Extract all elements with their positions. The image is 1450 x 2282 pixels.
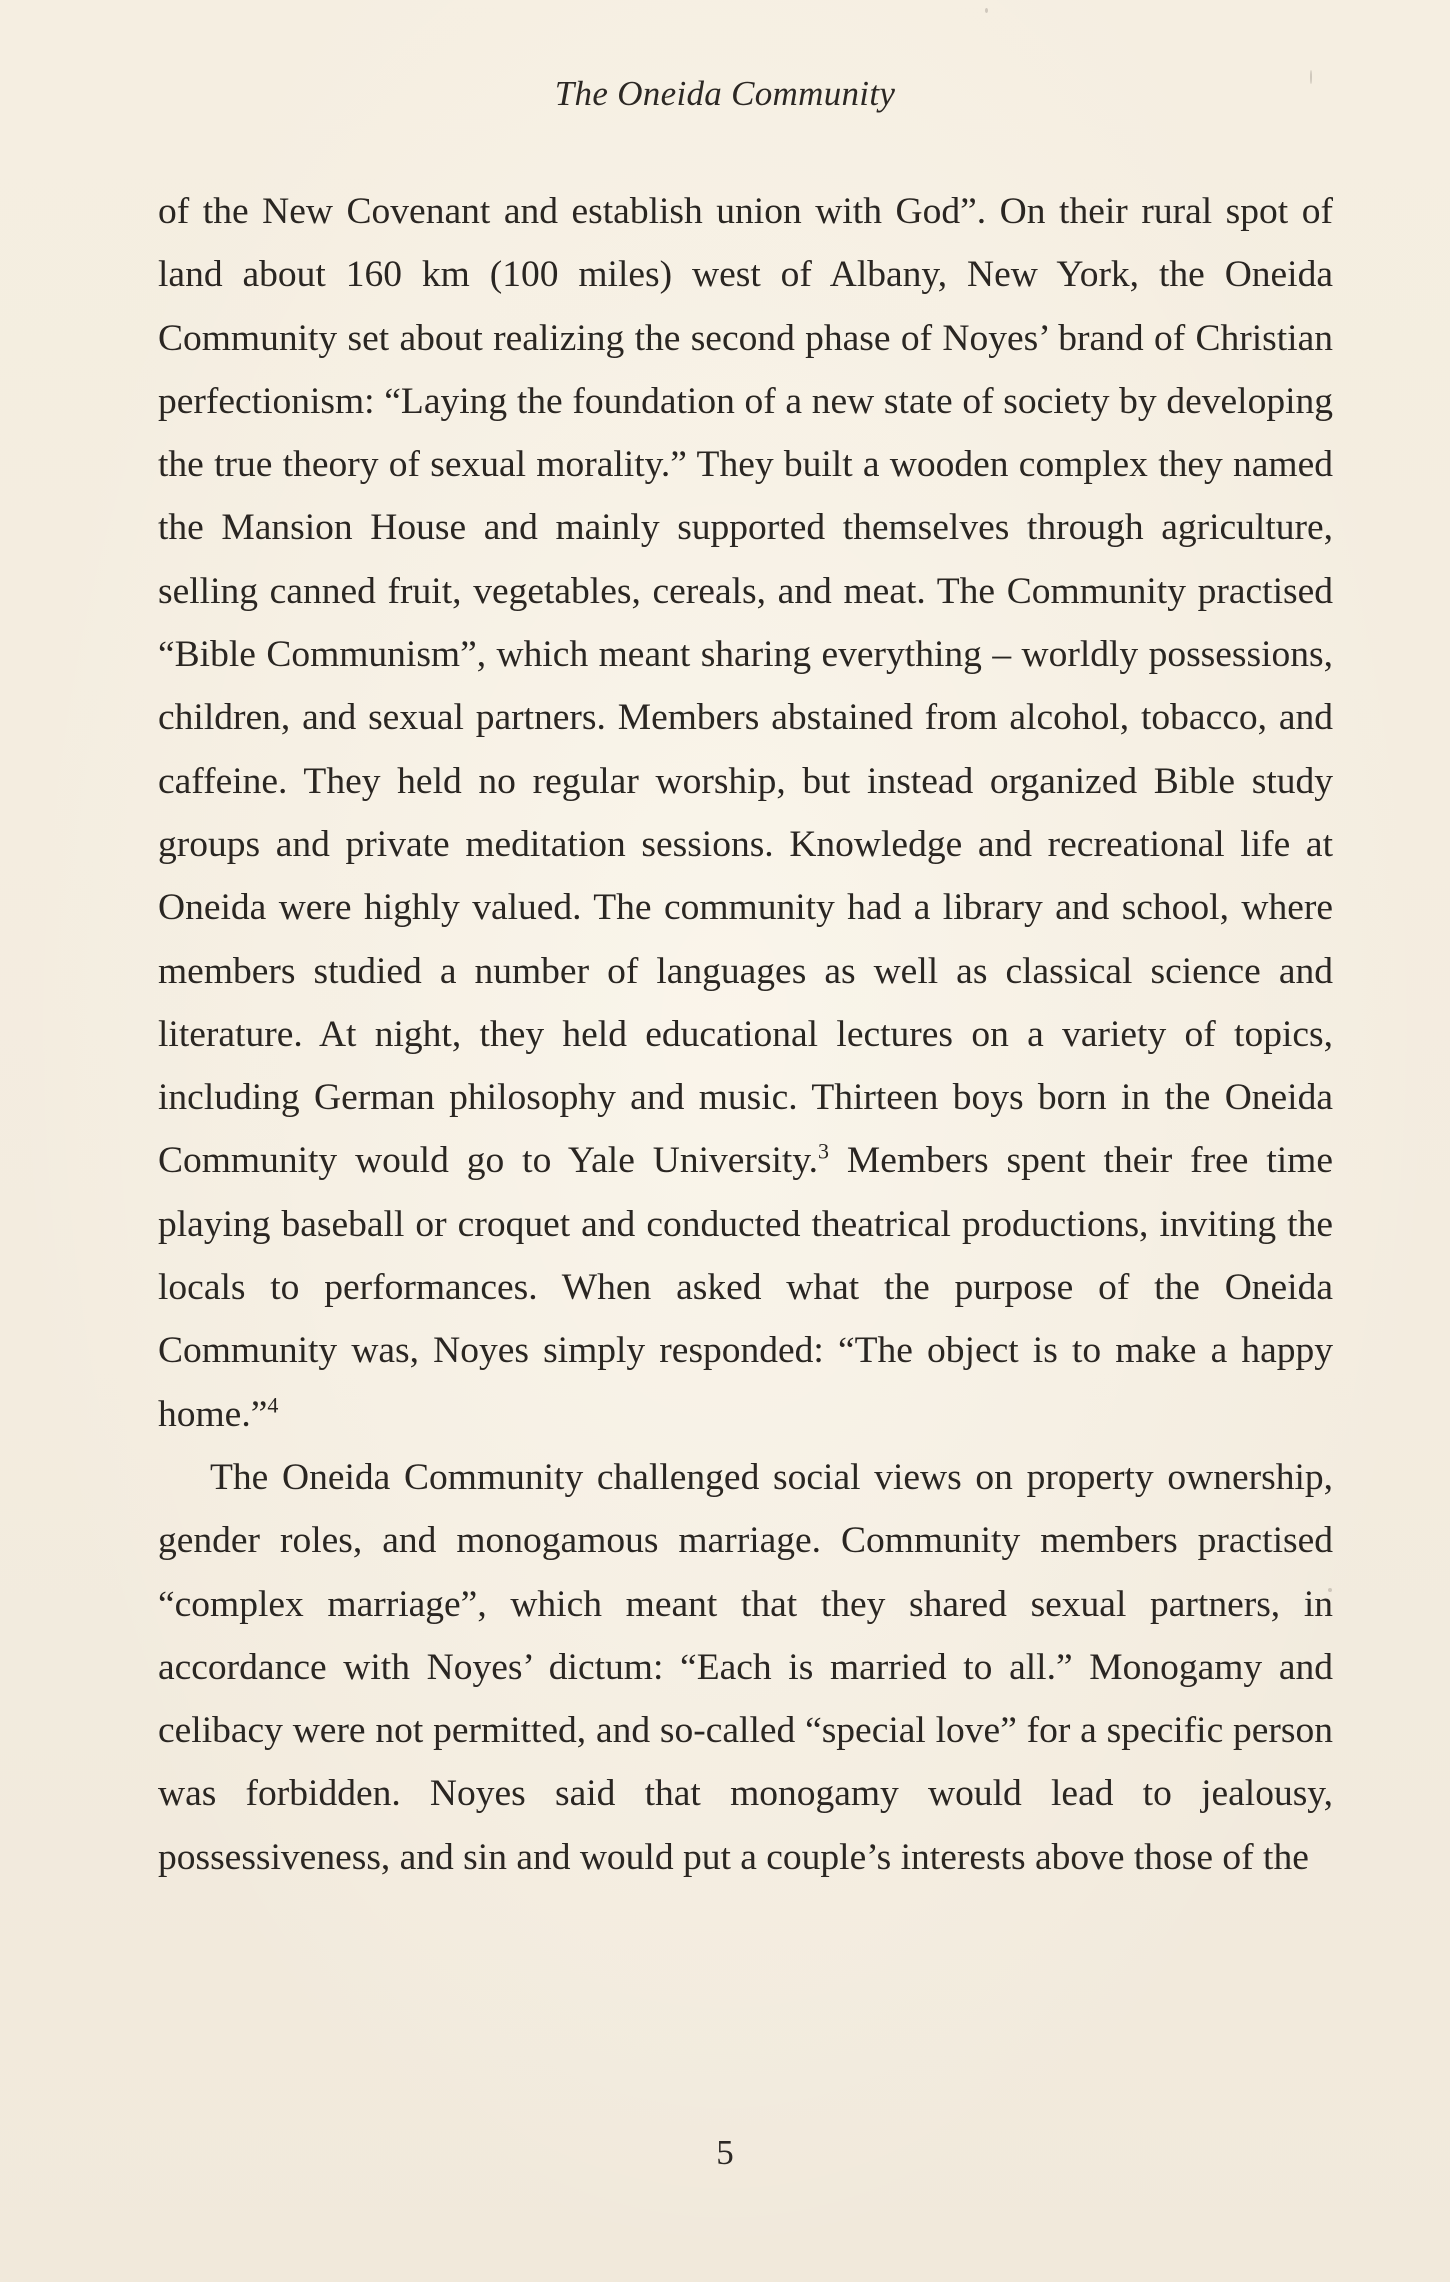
paper-speck (1310, 70, 1312, 84)
body-text (158, 180, 1333, 1889)
paper-speck (985, 8, 988, 13)
paragraph-1-text-b: Members spent their free time playing baseball or croquet and conducted theatrical productions, inviting the locals to performances. When asked what the purpose of the Oneida Community was, Noyes simply responded: “The object is to make a happy home.” (158, 1140, 1333, 1435)
running-head-title: The Oneida Community (554, 74, 896, 113)
footnote-marker-3: 3 (818, 1138, 830, 1164)
paragraph-1 (158, 180, 1333, 1446)
paragraph-2: The Oneida Community challenged social views on property ownership, gender roles, and monogamous marriage. Community members practised “complex marriage”, which meant that they shared sexual partners, in accordance with Noyes’ dictum: “Each is married to all.” Monogamy and celibacy were not permitted, and so-called “special love” for a specific person was forbidden. Noyes said that monogamy would lead to jealousy, possessiveness, and sin and would put a couple’s interests above those of the (158, 1456, 1333, 1878)
paragraph-1-text-a: of the New Covenant and establish union with God”. On their rural spot of land about 160 km (100 miles) west of Albany, New York, the Oneida Community set about realizing the second phase of Noyes’ brand of Christian perfectionism: “Laying the foundation of a new state of society by developing the true theory of sexual morality.” They built a wooden complex they named the Mansion House and mainly supported themselves through agriculture, selling canned fruit, vegetables, cereals, and meat. The Community practised “Bible Communism”, which meant sharing everything – worldly possessions, children, and sexual partners. Members abstained from alcohol, tobacco, and caffeine. They held no regular worship, but instead organized Bible study groups and private meditation sessions. Knowledge and recreational life at Oneida were highly valued. The community had a library and school, where members studied a number of languages as well as classical science and literature. At night, they held educational lectures on a variety of topics, including German philosophy and music. Thirteen boys born in the Oneida Community would go to Yale University. (158, 191, 1333, 1182)
footnote-marker-4: 4 (267, 1392, 279, 1418)
paper-speck (1328, 1588, 1332, 1592)
page-number: 5 (716, 2133, 734, 2172)
